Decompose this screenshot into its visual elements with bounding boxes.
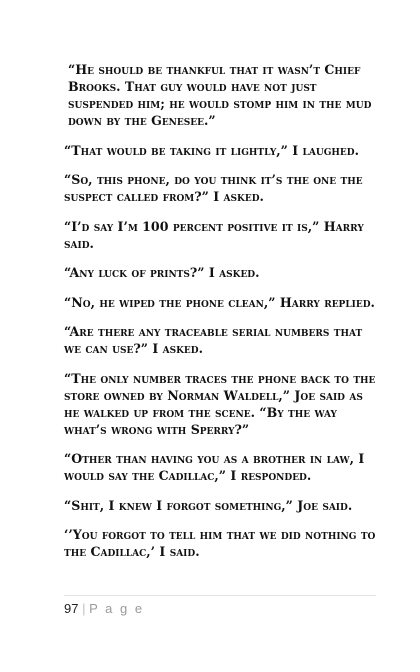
page-number-line xyxy=(64,601,376,616)
paragraph: “Other than having you as a brother in law, I would say the Cadillac,” I responded. xyxy=(64,451,365,483)
body-text xyxy=(64,61,376,573)
paragraph: “Any luck of prints?” I asked. xyxy=(64,265,260,280)
footer-divider xyxy=(64,595,376,596)
paragraph: “Are there any traceable serial numbers that we can use?” I asked. xyxy=(64,324,363,356)
page-separator: | xyxy=(82,601,86,616)
page-label: P a g e xyxy=(89,601,145,616)
page-number: 97 xyxy=(64,601,79,616)
paragraph: “He should be thankful that it wasn’t Chief Brooks. That guy would have not just suspended him; he would stomp him in the mud down by the Genesee.” xyxy=(68,62,372,128)
paragraph: “The only number traces the phone back to the store owned by Norman Waldell,” Joe said as he walked up from the scene. “By the way what’s wrong with Sperry?” xyxy=(64,370,376,437)
paragraph: “I’d say I’m 100 percent positive it is,” Harry said. xyxy=(64,218,364,251)
paragraph: “Shit, I knew I forgot something,” Joe said. xyxy=(64,497,353,513)
page-footer xyxy=(64,595,376,616)
paragraph: “No, he wiped the phone clean,” Harry replied. xyxy=(64,294,375,310)
paragraph: ‘’You forgot to tell him that we did nothing to the Cadillac,’ I said. xyxy=(64,527,376,559)
paragraph: “That would be taking it lightly,” I laughed. xyxy=(64,142,359,158)
paragraph: “So, this phone, do you think it’s the one the suspect called from?” I asked. xyxy=(64,172,363,204)
